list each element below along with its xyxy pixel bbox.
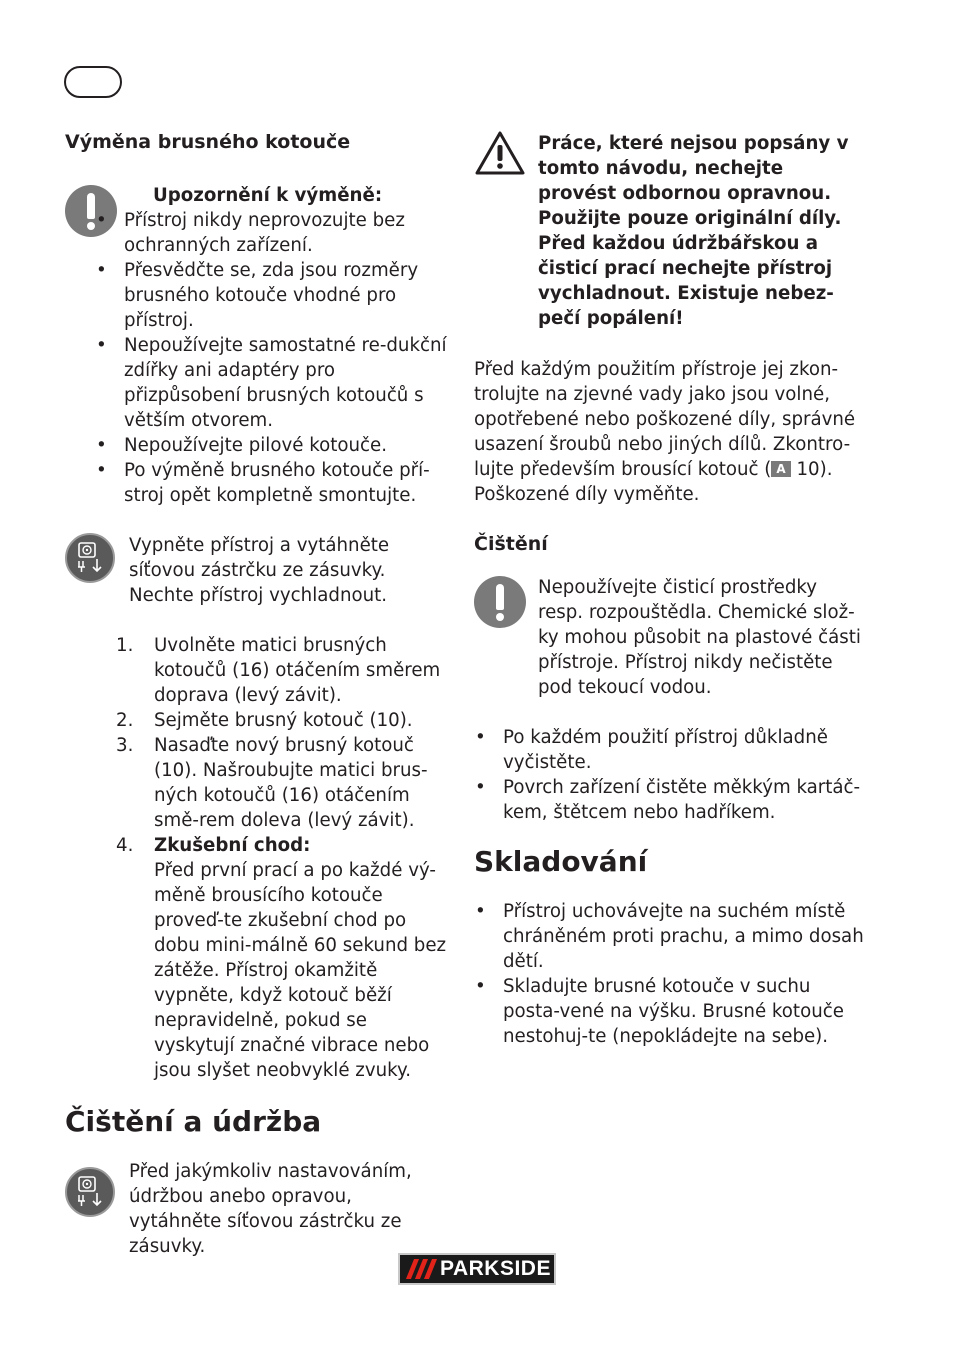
steps-list (65, 633, 450, 1083)
logo-slashes-icon (400, 1255, 440, 1283)
unplug-note-text: Vypněte přístroj a vytáhněte síťovou zástrčku ze zásuvky. (129, 535, 390, 581)
inspection-text (474, 357, 864, 507)
inspection-text-part: 10). Poškozené díly vyměňte. (474, 459, 833, 505)
step-item (65, 833, 450, 1083)
step-number: 4. (116, 835, 134, 856)
step-text: Uvolněte matici brusných kotoučů (16) otáčením směrem doprava (levý závit). (154, 635, 441, 706)
section-title-wheel-change: Výměna brusného kotouče (65, 131, 351, 153)
list-item: • Nepoužívejte samostatné re-dukční zdířky ani adaptéry pro přizpůsobení brusných kotoučů s větším otvorem. (95, 333, 450, 433)
step-number: 2. (116, 710, 134, 731)
step-number: 3. (116, 735, 134, 756)
inspection-text-part: Před každým použitím přístroje jej zkon-trolujte na zjevné vady jako jsou volné, opotřebené nebo poškozené díly, správné usazení šroubů nebo jiných dílů. Zkontro-lujte především brousící kotouč ( (474, 359, 856, 480)
step-item (65, 708, 450, 733)
section-title-cleaning: Čištění (474, 533, 548, 555)
warning-icon-cell (474, 130, 538, 331)
list-item: • Přístroj nikdy neprovozujte bez ochranných zařízení. (95, 208, 450, 258)
maintenance-note-text: Před jakýmkoliv nastavováním, údržbou anebo opravou, vytáhněte síťovou zástrčku ze zásuvky. (129, 1161, 412, 1257)
unplug-icon (65, 533, 115, 583)
step-title: Zkušební chod: (154, 835, 311, 856)
unplug-icon-cell (65, 1159, 129, 1259)
unplug-icon (65, 1167, 115, 1217)
unplug-note-content (129, 533, 450, 608)
warning-triangle-icon (474, 130, 526, 176)
figure-ref-badge: A (771, 461, 790, 477)
notice-content (124, 183, 450, 508)
list-item: • Po každém použití přístroj důkladně vyčistěte. (474, 725, 864, 775)
step-item (65, 733, 450, 833)
storage-list (474, 899, 864, 1049)
notice-title: Upozornění k výměně: (153, 185, 383, 206)
warning-block (474, 130, 864, 331)
step-number: 1. (116, 635, 134, 656)
step-item (65, 633, 450, 708)
cleaning-note-block (474, 575, 864, 700)
step-text: Sejměte brusný kotouč (10). (154, 710, 413, 731)
language-badge (64, 66, 122, 98)
unplug-note-block (65, 533, 450, 608)
left-column (65, 130, 450, 1259)
step-text: Nasaďte nový brusný kotouč (10). Našroubujte matici brus-ných kotoučů (16) otáčením smě-rem doleva (levý závit). (154, 735, 428, 831)
right-column (474, 130, 864, 1049)
cleaning-list (474, 725, 864, 825)
unplug-icon-cell (65, 533, 129, 608)
maintenance-note-block (65, 1159, 450, 1259)
logo-brand-text: PARKSIDE (440, 1257, 551, 1280)
notice-list (95, 208, 450, 508)
section-title-storage: Skladování (474, 845, 648, 878)
list-item: • Po výměně brusného kotouče pří-stroj opět kompletně smontujte. (95, 458, 450, 508)
list-item: • Přístroj uchovávejte na suchém místě chráněném proti prachu, a mimo dosah dětí. (474, 899, 864, 974)
section-title-maintenance: Čištění a údržba (65, 1105, 322, 1138)
notice-block (65, 183, 450, 508)
list-item: • Povrch zařízení čistěte měkkým kartáč-kem, štětcem nebo hadříkem. (474, 775, 864, 825)
list-item: • Nepoužívejte pilové kotouče. (95, 433, 450, 458)
cleaning-note-text: Nepoužívejte čisticí prostředky resp. rozpouštědla. Chemické slož-ky mohou působit na plastové části přístroje. Přístroj nikdy nečistěte pod tekoucí vodou. (538, 577, 861, 698)
list-item: • Přesvědčte se, zda jsou rozměry brusného kotouče vhodné pro přístroj. (95, 258, 450, 333)
parkside-logo (398, 1253, 556, 1285)
list-item: • Skladujte brusné kotouče v suchu posta-vené na výšku. Brusné kotouče nestohuj-te (nepokládejte na sebe). (474, 974, 864, 1049)
warning-text: Práce, které nejsou popsány v tomto návodu, nechejte provést odbornou opravnou. Použijte pouze originální díly. Před každou údržbářskou a čisticí prací nechejte přístroj vychladnout. Existuje nebez-pečí popálení! (538, 133, 849, 329)
step-text: Před první prací a po každé vý-měně brousícího kotouče proveď-te zkušební chod po dobu mini-málně 60 sekund bez zátěže. Přístroj okamžitě vypněte, když kotouč běží nepravidelně, pokud se vyskytují značné vibrace nebo jsou slyšet neobvyklé zvuky. (154, 860, 447, 1081)
cool-down-note: Nechte přístroj vychladnout. (129, 585, 388, 606)
exclamation-icon (474, 576, 526, 628)
cleaning-icon-cell (474, 575, 538, 700)
